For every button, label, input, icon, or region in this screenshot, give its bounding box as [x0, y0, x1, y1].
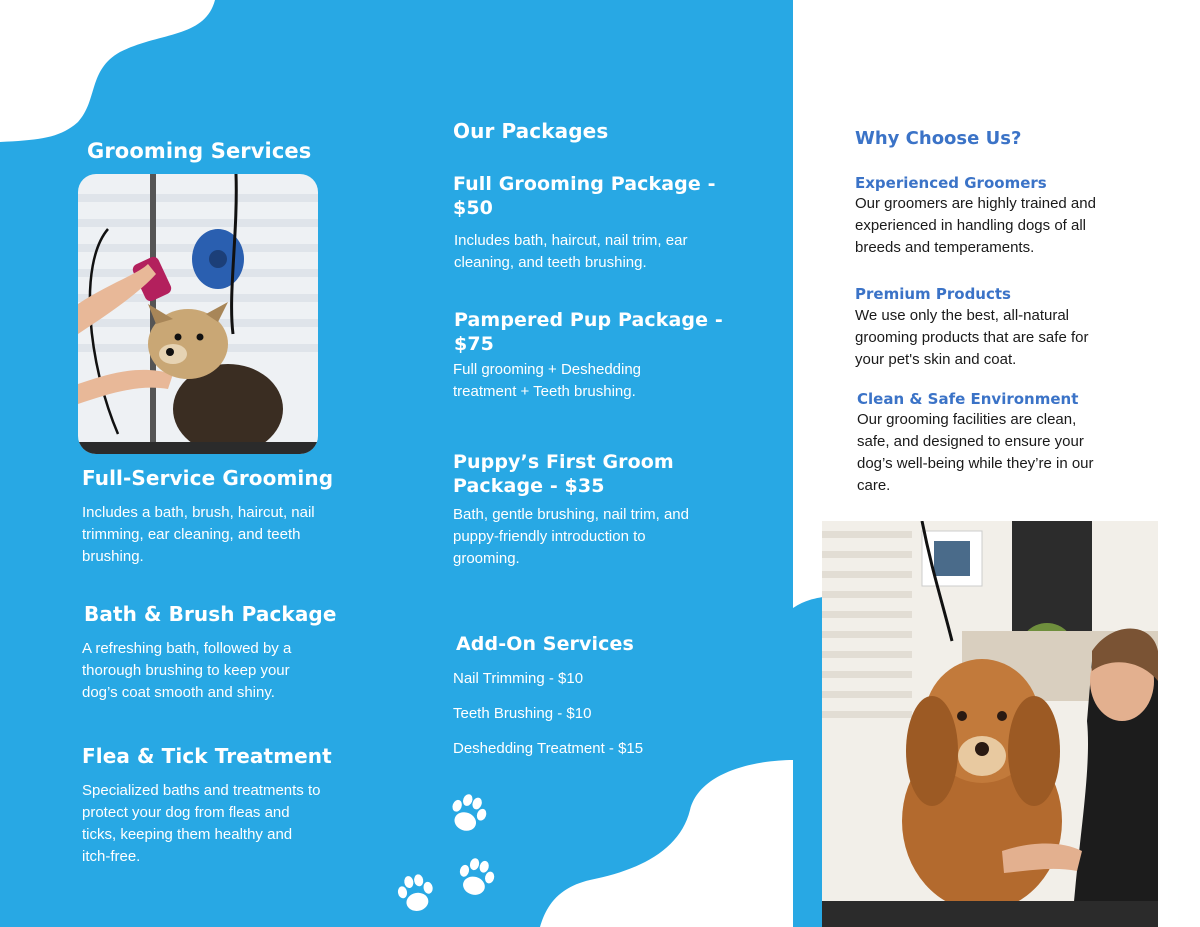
dog-groomer-photo	[822, 521, 1158, 927]
package-title-puppy-first-groom	[453, 450, 674, 498]
addon-services-title: Add-On Services	[456, 633, 634, 655]
text-line: care.	[857, 477, 891, 494]
text-line: itch-free.	[82, 848, 141, 865]
service-desc-flea-tick	[82, 780, 320, 868]
text-line: Our grooming facilities are clean,	[857, 411, 1077, 428]
reason-desc-clean-safe	[857, 409, 1094, 497]
addon-teeth-brushing: Teeth Brushing - $10	[453, 705, 592, 722]
paw-print-icon	[452, 854, 500, 902]
text-line: Includes a bath, brush, haircut, nail	[82, 504, 315, 521]
reason-title-experienced: Experienced Groomers	[855, 174, 1047, 192]
text-line: $50	[453, 197, 493, 219]
package-desc-full-grooming	[454, 230, 687, 274]
text-line: safe, and designed to ensure your	[857, 433, 1084, 450]
service-desc-full-grooming	[82, 502, 315, 568]
text-line: puppy-friendly introduction to	[453, 528, 646, 545]
package-desc-pampered-pup	[453, 359, 641, 403]
text-line: thorough brushing to keep your	[82, 662, 290, 679]
package-desc-puppy-first-groom	[453, 504, 689, 570]
text-line: trimming, ear cleaning, and teeth	[82, 526, 301, 543]
text-line: Our groomers are highly trained and	[855, 195, 1096, 212]
text-line: brushing.	[82, 548, 144, 565]
text-line: Puppy’s First Groom	[453, 451, 674, 473]
grooming-services-title: Grooming Services	[87, 139, 312, 163]
package-title-pampered-pup	[454, 308, 723, 356]
text-line: Pampered Pup Package -	[454, 309, 723, 331]
text-line: grooming products that are safe for	[855, 329, 1089, 346]
photo-icon	[78, 174, 318, 454]
reason-desc-experienced	[855, 193, 1096, 259]
text-line: your pet's skin and coat.	[855, 351, 1017, 368]
our-packages-title: Our Packages	[453, 119, 609, 143]
service-title-bath-brush: Bath & Brush Package	[84, 602, 337, 626]
text-line: Package - $35	[453, 475, 605, 497]
service-title-full-grooming: Full-Service Grooming	[82, 466, 334, 490]
text-line: Full Grooming Package -	[453, 173, 716, 195]
text-line: dog’s well-being while they’re in our	[857, 455, 1094, 472]
text-line: We use only the best, all-natural	[855, 307, 1070, 324]
text-line: breeds and temperaments.	[855, 239, 1035, 256]
paw-print-icon	[444, 790, 492, 838]
why-choose-us-title: Why Choose Us?	[855, 128, 1022, 149]
grooming-photo	[78, 174, 318, 454]
text-line: dog’s coat smooth and shiny.	[82, 684, 275, 701]
text-line: Includes bath, haircut, nail trim, ear	[454, 232, 688, 249]
addon-nail-trimming: Nail Trimming - $10	[453, 670, 584, 687]
text-line: ticks, keeping them healthy and	[82, 826, 293, 843]
text-line: treatment + Teeth brushing.	[453, 383, 636, 400]
text-line: $75	[454, 333, 494, 355]
addon-deshedding: Deshedding Treatment - $15	[453, 740, 644, 757]
text-line: cleaning, and teeth brushing.	[454, 254, 647, 271]
text-line: experienced in handling dogs of all	[855, 217, 1086, 234]
service-desc-bath-brush	[82, 638, 291, 704]
photo-icon	[822, 521, 1158, 927]
text-line: Bath, gentle brushing, nail trim, and	[453, 506, 689, 523]
paw-print-icon	[392, 870, 440, 918]
text-line: grooming.	[453, 550, 520, 567]
service-title-flea-tick: Flea & Tick Treatment	[82, 744, 332, 768]
reason-desc-premium	[855, 305, 1088, 371]
text-line: Full grooming + Deshedding	[453, 361, 642, 378]
reason-title-premium: Premium Products	[855, 285, 1011, 303]
text-line: protect your dog from fleas and	[82, 804, 290, 821]
reason-title-clean-safe: Clean & Safe Environment	[857, 390, 1079, 408]
package-title-full-grooming	[453, 172, 716, 220]
text-line: Specialized baths and treatments to	[82, 782, 321, 799]
text-line: A refreshing bath, followed by a	[82, 640, 292, 657]
